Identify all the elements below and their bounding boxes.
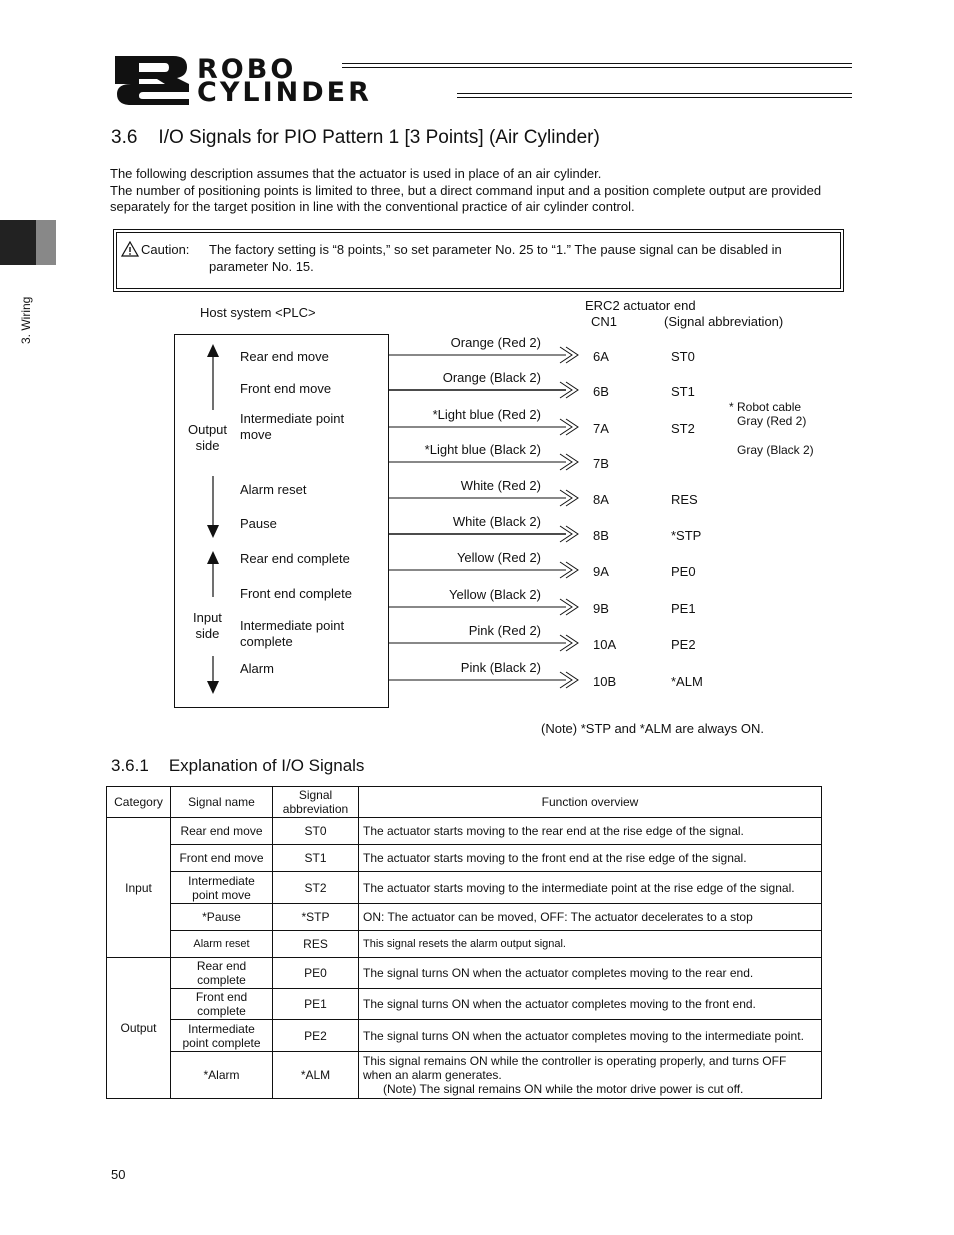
signal-abbreviation-cell: PE2 [273, 1020, 359, 1052]
signal-abbreviation: PE0 [671, 564, 696, 579]
diagram-note: (Note) *STP and *ALM are always ON. [541, 721, 765, 736]
actuator-end-label: ERC2 actuator end [585, 298, 696, 313]
table-header-row [107, 787, 822, 818]
host-system-label: Host system <PLC> [200, 305, 316, 320]
pin-number: 6A [593, 349, 609, 364]
header-function-overview: Function overview [359, 787, 822, 818]
signal-name-cell: Rear end complete [171, 958, 273, 989]
wire-color-label: Orange (Red 2) [450, 335, 541, 350]
signal-label: Alarm [240, 661, 274, 676]
signal-abbreviation: RES [671, 492, 698, 507]
input-arrow-up-icon [205, 551, 221, 602]
connector-icon [560, 382, 578, 398]
connector-icon [560, 490, 578, 506]
pin-number: 9B [593, 601, 609, 616]
signal-label: Rear end move [240, 349, 329, 364]
signal-label: Intermediate point complete [240, 618, 345, 649]
signal-name-cell: *Pause [171, 904, 273, 931]
signal-name-cell: *Alarm [171, 1052, 273, 1099]
wire-color-label: Orange (Black 2) [442, 370, 541, 385]
table-row [107, 904, 822, 931]
pin-number: 9A [593, 564, 609, 579]
function-overview-cell: This signal remains ON while the controller is operating properly, and turns OFF when an alarm generates. (Note) The signal remains ON while the motor drive power is cut off. [359, 1052, 822, 1099]
connector-icon [560, 419, 578, 435]
table-row [107, 845, 822, 872]
pin-number: 7A [593, 421, 609, 436]
function-overview-cell: The signal turns ON when the actuator completes moving to the front end. [359, 989, 822, 1020]
signal-label: Rear end complete [240, 551, 350, 566]
signal-label: Alarm reset [240, 482, 307, 497]
wire-color-label: Pink (Red 2) [468, 623, 541, 638]
header-signal-name: Signal name [171, 787, 273, 818]
output-rows [107, 958, 822, 1099]
caution-label: Caution: [141, 242, 190, 257]
robot-cable-black: Gray (Black 2) [737, 443, 814, 457]
wire-color-label: Yellow (Black 2) [448, 587, 541, 602]
connector-icon [560, 347, 578, 363]
page-number: 50 [111, 1167, 126, 1182]
output-arrow-down-icon [205, 476, 221, 543]
subsection-title: 3.6.1 Explanation of I/O Signals [111, 756, 365, 775]
input-arrow-down-icon [205, 656, 221, 699]
signal-abbreviation-cell: PE1 [273, 989, 359, 1020]
header-category: Category [107, 787, 171, 818]
table-row [107, 1020, 822, 1052]
function-overview-cell: ON: The actuator can be moved, OFF: The actuator decelerates to a stop [359, 904, 822, 931]
signal-abbreviation-cell: *STP [273, 904, 359, 931]
pin-number: 8A [593, 492, 609, 507]
output-arrow-up-icon [205, 344, 221, 415]
signal-abbreviation: *STP [671, 528, 702, 543]
cn1-label: CN1 [591, 314, 618, 329]
connector-icon [560, 454, 578, 470]
signal-abbreviation-cell: PE0 [273, 958, 359, 989]
pin-number: 6B [593, 384, 609, 399]
signal-abbreviation-cell: ST0 [273, 818, 359, 845]
pin-number: 8B [593, 528, 609, 543]
signal-name-cell: Front end move [171, 845, 273, 872]
connector-icon [560, 562, 578, 578]
chapter-tab-dark [0, 220, 36, 265]
function-overview-cell: The signal turns ON when the actuator completes moving to the intermediate point. [359, 1020, 822, 1052]
signal-abbreviation-cell: ST1 [273, 845, 359, 872]
signal-abbreviation-cell: ST2 [273, 872, 359, 904]
table-row [107, 931, 822, 958]
function-overview-cell: The signal turns ON when the actuator completes moving to the rear end. [359, 958, 822, 989]
input-side-label: Input side [193, 610, 222, 641]
signal-label: Front end move [240, 381, 332, 396]
function-overview-cell: The actuator starts moving to the front end at the rise edge of the signal. [359, 845, 822, 872]
header-rule-top-2 [342, 67, 852, 68]
signal-abbreviation-cell: *ALM [273, 1052, 359, 1099]
rc-logo-mark [113, 54, 191, 106]
wire-color-label: *Light blue (Red 2) [432, 407, 541, 422]
function-overview-cell: The actuator starts moving to the rear end at the rise edge of the signal. [359, 818, 822, 845]
warning-icon [121, 241, 139, 262]
signal-name-cell: Rear end move [171, 818, 273, 845]
io-signal-table [106, 786, 822, 1099]
robot-cable-red: Gray (Red 2) [737, 414, 807, 428]
signal-name-cell: Front end complete [171, 989, 273, 1020]
intro-text [110, 166, 840, 216]
robot-cable-label: Robot cable [737, 400, 802, 414]
signal-name-cell: Intermediate point move [171, 872, 273, 904]
intro-paragraph-1: The following description assumes that the actuator is used in place of an air cylinder. [110, 166, 602, 181]
signal-abbreviation: ST0 [671, 349, 695, 364]
signal-abbreviation: PE1 [671, 601, 696, 616]
connector-icon [560, 599, 578, 615]
header-rule-bottom-2 [457, 97, 852, 98]
wire-color-label: Yellow (Red 2) [456, 550, 541, 565]
pin-number: 10A [593, 637, 617, 652]
wire-color-label: White (Red 2) [460, 478, 541, 493]
signal-abbreviation: *ALM [671, 674, 703, 689]
function-overview-cell: The actuator starts moving to the intermediate point at the rise edge of the signal. [359, 872, 822, 904]
table-row [107, 872, 822, 904]
table-row [107, 818, 822, 845]
signal-abbreviation-cell: RES [273, 931, 359, 958]
section-title: 3.6 I/O Signals for PIO Pattern 1 [3 Points] (Air Cylinder) [111, 127, 600, 148]
signal-name-cell: Alarm reset [171, 931, 273, 958]
robot-cable-asterisk: * [729, 400, 734, 414]
connector-icon [560, 526, 578, 542]
signal-abbreviation: ST1 [671, 384, 695, 399]
category-cell: Output [107, 958, 171, 1099]
signal-abbreviation: ST2 [671, 421, 695, 436]
connector-icon [560, 672, 578, 688]
wire-color-label: Pink (Black 2) [460, 660, 541, 675]
table-row [107, 958, 822, 989]
output-side-label: Output side [188, 422, 228, 453]
header-signal-abbreviation: Signal abbreviation [273, 787, 359, 818]
pin-number: 10B [593, 674, 617, 689]
wire-color-label: *Light blue (Black 2) [424, 442, 541, 457]
logo-line-robo: ROBO [197, 54, 297, 85]
pin-number: 7B [593, 456, 609, 471]
signal-label: Front end complete [240, 586, 353, 601]
function-overview-cell: This signal resets the alarm output signal. [359, 931, 822, 958]
wire-color-label: White (Black 2) [452, 514, 541, 529]
connector-icon [560, 635, 578, 651]
signal-label: Intermediate point move [240, 411, 345, 442]
header-rule-top-1 [342, 63, 852, 64]
category-cell: Input [107, 818, 171, 958]
chapter-tab-grey [36, 220, 56, 265]
signal-label: Pause [240, 516, 277, 531]
table-row [107, 989, 822, 1020]
caution-text: The factory setting is “8 points,” so set parameter No. 25 to “1.” The pause signal can be disabled in parameter No. 15. [209, 242, 782, 274]
input-rows [107, 818, 822, 958]
table-row [107, 1052, 822, 1099]
chapter-side-label: 3. Wiring [19, 296, 33, 344]
intro-paragraph-2: The number of positioning points is limited to three, but a direct command input and a position complete output are provided separately for the target position in line with the conventional practice of air cylinder control. [110, 182, 822, 214]
header-rule-bottom-1 [457, 93, 852, 94]
signal-abbreviation-header: (Signal abbreviation) [664, 314, 784, 329]
signal-abbreviation: PE2 [671, 637, 696, 652]
signal-name-cell: Intermediate point complete [171, 1020, 273, 1052]
logo-line-cylinder: CYLINDER [197, 77, 372, 108]
